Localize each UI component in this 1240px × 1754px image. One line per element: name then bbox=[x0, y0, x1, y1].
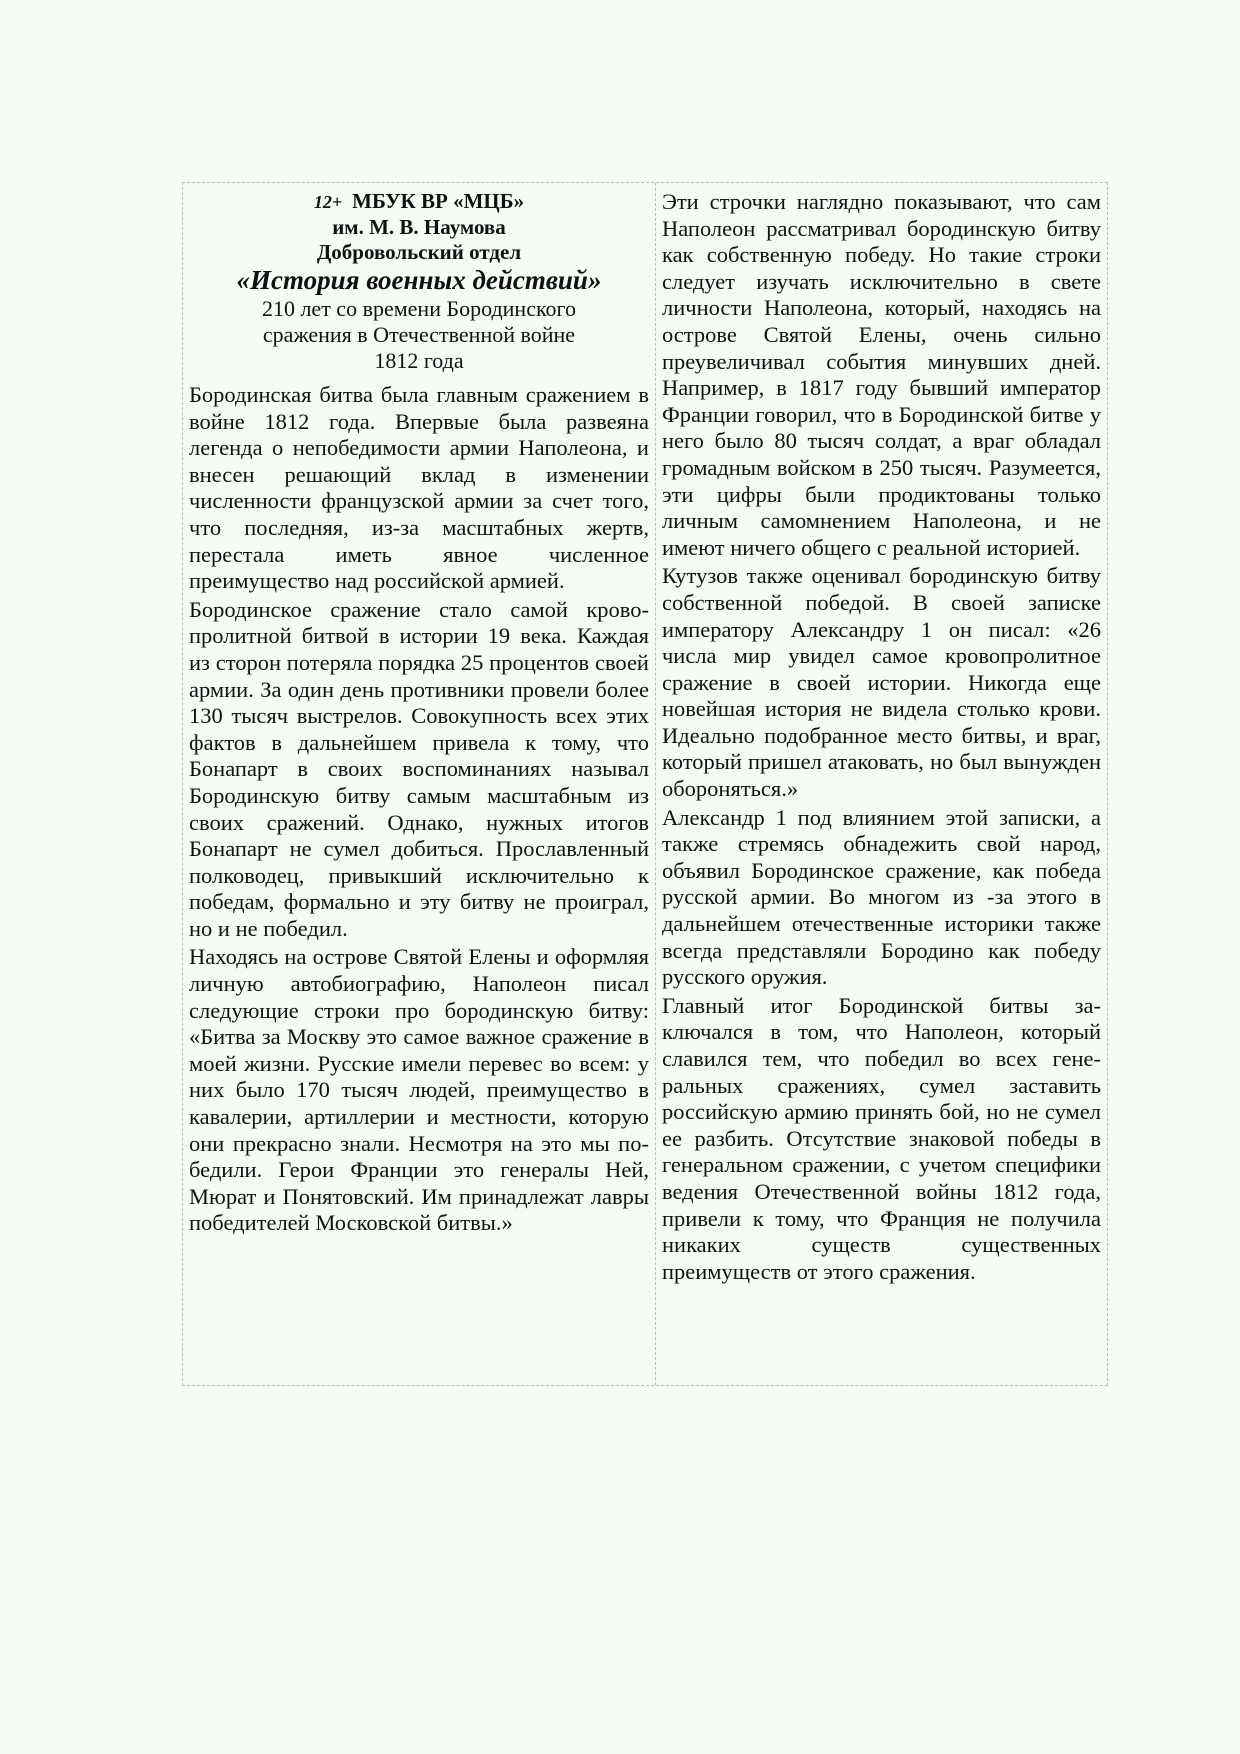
subtitle-line-2: сражения в Отечественной войне bbox=[262, 322, 576, 347]
left-paragraph-3: Находясь на острове Святой Елены и оформляя личную автобиографию, Наполеон писал следующие строки про бородинскую битву: «Битва за Москву это самое важное сражение в моей жизни. Русские имели перевес во всем: у них было 170 тысяч людей, преимущество в кавалерии, артиллерии и местности, которую они прекрасно знали. Несмотря на это мы победили. Герои Франции это генералы Ней, Мюрат и Понятовский. Им принадлежат лавры победителей Московской битвы.» bbox=[189, 944, 649, 1236]
left-column bbox=[183, 183, 656, 1385]
left-paragraph-2: Бородинское сражение стало самой кровопролитной битвой в истории 19 века. Каждая из сторон потеряла порядка 25 процентов своей армии. За один день противники провели более 130 тысяч выстрелов. Совокупность всех этих фактов в дальнейшем привела к тому, что Бонапарт в своих воспоминаниях называл Бородинскую битву самым масштабным из своих сражений. Однако, нужных итогов Бонапарт не сумел добиться. Прославленный полководец, привыкший исключительно к победам, формально и эту битву не проиграл, но и не победил. bbox=[189, 596, 649, 941]
age-rating: 12+ bbox=[313, 192, 343, 212]
right-paragraph-4: Главный итог Бородинской битвы заключался в том, что Наполеон, который славился тем, что победил во всех генеральных сражениях, сумел заставить российскую армию принять бой, но не сумел ее разбить. Отсутствие знаковой победы в генеральном сражении, с учетом специфики ведения Отечественной войны 1812 года, привели к тому, что Франция не получила никаких существ существенных преимуществ от этого сражения. bbox=[661, 992, 1101, 1284]
right-paragraph-1: Эти строчки наглядно показывают, что сам Наполеон рассматривал бородинскую битву как собственную победу. Но такие строки следует изучать исключительно в свете личности Наполеона, который, находясь на острове Святой Елены, очень сильно преувеличивал события минувших дней. Например, в 1817 году бывший император Франции говорил, что в Бородинской битве у него было 80 тысяч солдат, а враг обладал громадным войском в 250 тысяч. Разумеется, эти цифры были продиктованы только личным самомнением Наполеона, и не имеют ничего общего с реальной историей. bbox=[661, 189, 1101, 560]
org-line bbox=[189, 189, 649, 215]
org-name: МБУК ВР «МЦБ» bbox=[352, 189, 525, 213]
left-paragraph-1: Бородинская битва была главным сражением в войне 1812 года. Впервые была развеяна легенда о непобедимости армии Наполеона, и внесен решающий вклад в изменении численности французской армии за счет того, что последняя, из-за масштабных жертв, перестала иметь явное численное преимущество над российской армией. bbox=[189, 382, 649, 594]
article-table bbox=[182, 182, 1108, 1386]
subtitle-line-3: 1812 года bbox=[374, 348, 464, 373]
right-column bbox=[656, 183, 1107, 1385]
right-paragraph-3: Александр 1 под влиянием этой записки, а также стремясь обнадежить свой народ, объявил Бородинское сражение, как победа русской армии. Во многом из -за этого в дальнейшем отечественные историки также всегда представляли Бородино как победу русского оружия. bbox=[661, 804, 1101, 990]
department: Добровольский отдел bbox=[316, 240, 522, 264]
subtitle-line-1: 210 лет со времени Бородинского bbox=[261, 296, 577, 321]
named-after: им. М. В. Наумова bbox=[332, 215, 506, 239]
document-title: «История военных действий» bbox=[236, 265, 602, 295]
header-block bbox=[189, 189, 649, 374]
right-paragraph-2: Кутузов также оценивал бородинскую битву собственной победой. В своей записке императору Александру 1 он писал: «26 числа мир увидел самое кровопролитное сражение в своей истории. Никогда еще новейшая история не видела столько крови. Идеально подобранное место битвы, и враг, который пришел атаковать, но был вынужден обороняться.» bbox=[661, 563, 1101, 802]
